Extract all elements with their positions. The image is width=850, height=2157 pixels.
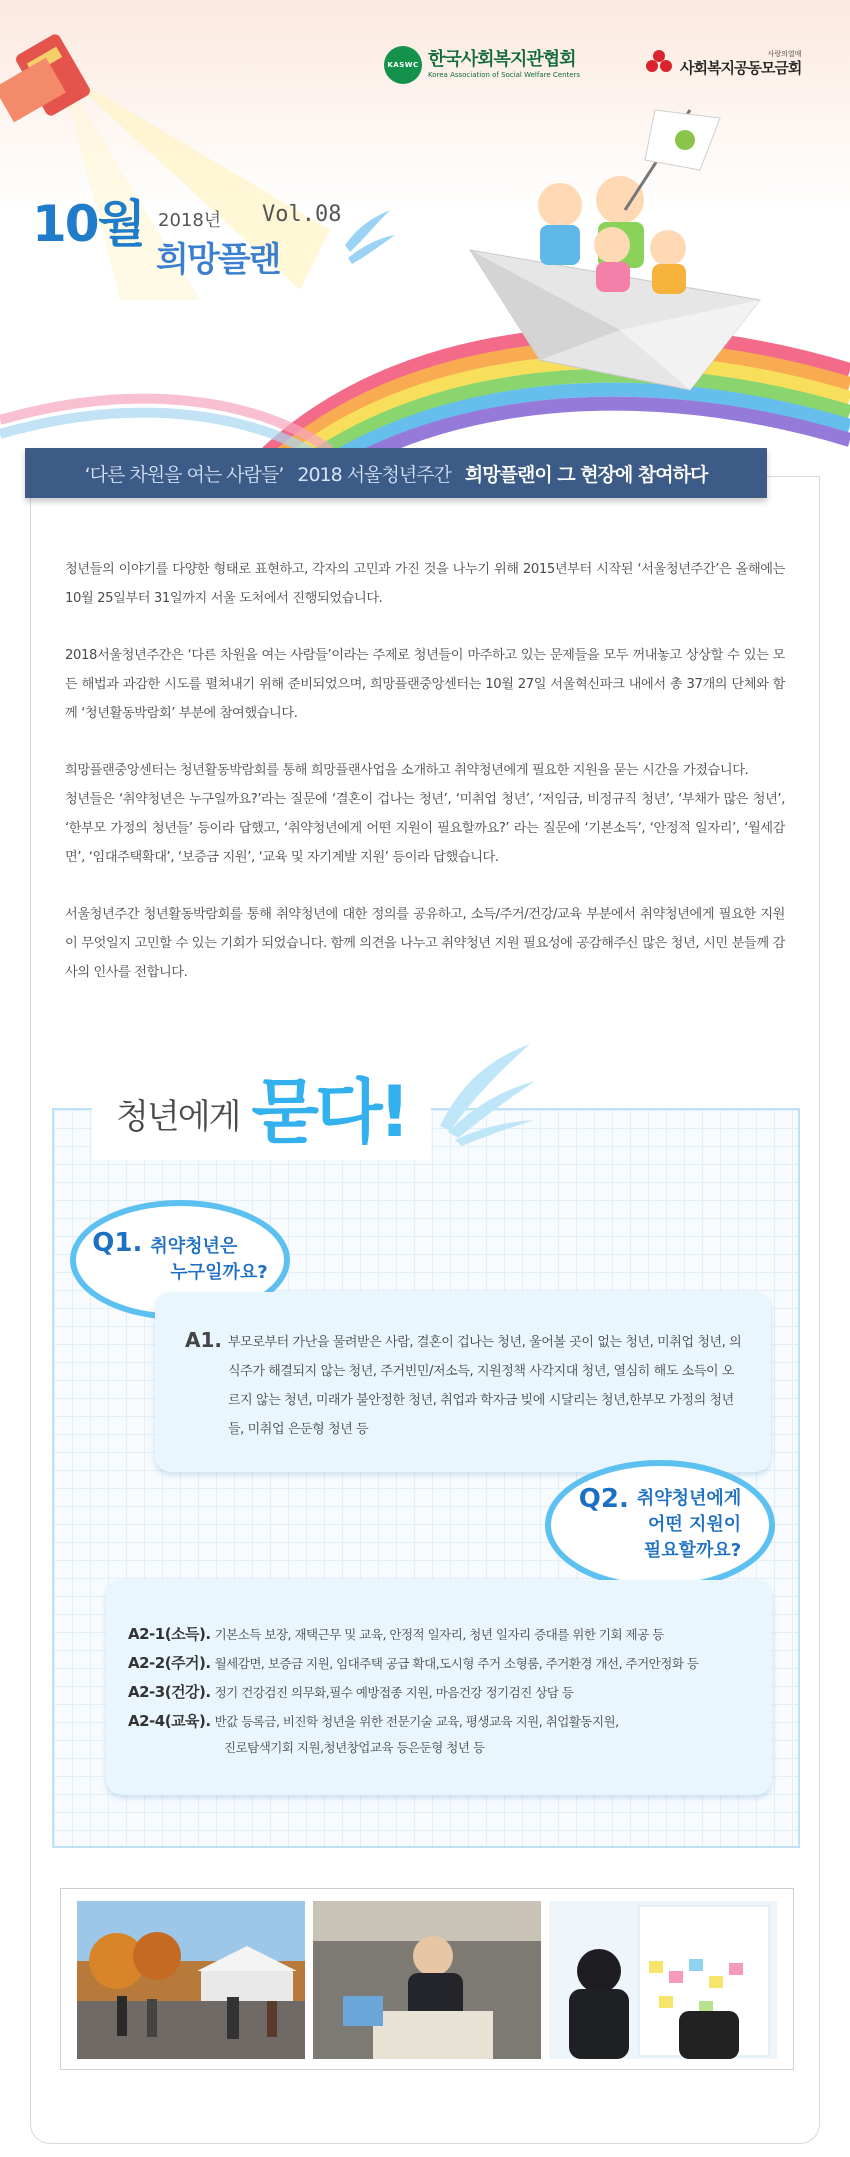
question-2-line-1: 취약청년에게	[636, 1488, 742, 1509]
headline-banner	[25, 448, 767, 498]
title-name: 희망플랜	[156, 240, 280, 280]
qa-title-main: 묻다!	[251, 1071, 407, 1153]
answer-2-item-text: 정기 건강검진 의무화,필수 예방접종 지원, 마음건강 정기검진 상담 등	[214, 1685, 574, 1700]
answer-1-text: 부모로부터 가난을 물려받은 사람, 결혼이 겁나는 청년, 울어볼 곳이 없는 청년, 미취업 청년, 의식주가 해결되지 않는 청년, 주거빈민/저소득, 지원정책 사각지대 청년, 열심히 해도 소득이 오르지 않는 청년, 미래가 불안정한 청년, 취업과 학자금 빚에 시달리는 청년,한부모 가정의 청년들, 미취업 은둔형 청년 등	[228, 1335, 742, 1437]
answer-2-item-text: 기본소득 보장, 재택근무 및 교육, 안정적 일자리, 청년 일자리 증대를 위한 기회 제공 등	[214, 1627, 664, 1642]
photo-board-sticky-notes	[549, 1901, 777, 2059]
question-1-line-1: 취약청년은	[150, 1236, 238, 1257]
banner-event: 2018 서울청년주간	[297, 463, 451, 486]
title-wing-icon	[345, 210, 395, 264]
answer-1-card	[155, 1292, 771, 1472]
answer-2-item-text: 반값 등록금, 비진학 청년을 위한 전문기술 교육, 평생교육 지원, 취업활동지원,	[214, 1714, 619, 1729]
photo-booth-writing-icon	[313, 1901, 541, 2059]
photo-board-sticky-notes-icon	[549, 1901, 777, 2059]
article-body	[65, 555, 785, 1015]
qa-title	[92, 1050, 431, 1160]
answer-2-card	[106, 1580, 772, 1795]
answer-2-item-label: A2-4(교육).	[128, 1712, 211, 1730]
header-visual	[0, 0, 850, 470]
kasw-mark-icon: KASWC	[384, 46, 422, 84]
photo-fair-tents	[77, 1901, 305, 2059]
answer-2-item-label: A2-3(건강).	[128, 1683, 211, 1701]
answer-2-item-continued: 진로탐색기회 지원,청년창업교육 등은둔형 청년 등	[224, 1740, 485, 1755]
qa-wing-icon	[430, 1036, 540, 1146]
question-2-line-2: 어떤 지원이	[647, 1514, 742, 1535]
kasw-logo-en: Korea Association of Social Welfare Centers	[428, 71, 581, 79]
chest-logo-tag: 사랑의열매	[767, 50, 802, 58]
article-paragraph: 청년들의 이야기를 다양한 형태로 표현하고, 각자의 고민과 가진 것을 나누기 위해 2015년부터 시작된 ‘서울청년주간’은 올해에는 10월 25일부터 31일까지 서울 도처에서 진행되었습니다.	[65, 562, 785, 606]
answer-2-item	[128, 1620, 758, 1649]
chest-logo-name: 사회복지공동모금회	[680, 59, 802, 77]
question-2-line-3: 필요할까요?	[643, 1540, 742, 1561]
banner-theme: ‘다른 차원을 여는 사람들’	[84, 463, 284, 486]
question-2-bubble	[545, 1460, 775, 1590]
kasw-logo-name: 한국사회복지관협회	[428, 49, 576, 70]
question-2-number: Q2.	[578, 1484, 629, 1514]
answer-1-label: A1.	[185, 1328, 222, 1352]
title-year: 2018년	[158, 210, 222, 231]
chest-logo[interactable]	[644, 48, 801, 78]
answer-2-list	[128, 1620, 758, 1760]
answer-2-item	[128, 1649, 758, 1678]
question-1-number: Q1.	[92, 1228, 143, 1258]
qa-title-lead: 청년에게	[116, 1097, 240, 1137]
question-1-line-2: 누구일까요?	[170, 1262, 268, 1283]
answer-2-item-text: 월세감면, 보증금 지원, 임대주택 공급 확대,도시형 주거 소형룸, 주거환경 개선, 주거안정화 등	[214, 1656, 699, 1671]
answer-2-item-label: A2-1(소득).	[128, 1625, 211, 1643]
photo-booth-writing	[313, 1901, 541, 2059]
photo-strip	[60, 1888, 794, 2070]
title-volume: Vol.08	[262, 202, 342, 227]
title-month: 10월	[32, 195, 144, 253]
kasw-logo[interactable]	[384, 46, 580, 84]
answer-2-item-label: A2-2(주거).	[128, 1654, 211, 1672]
article-paragraph: 2018서울청년주간은 ‘다른 차원을 여는 사람들’이라는 주제로 청년들이 마주하고 있는 문제들을 모두 꺼내놓고 상상할 수 있는 모든 해법과 과감한 시도를 펼쳐내기 위해 준비되었으며, 희망플랜중앙센터는 10월 27일 서울혁신파크 내에서 총 37개의 단체와 함께 ‘청년활동박람회’ 부분에 참여했습니다.	[65, 648, 785, 721]
photo-fair-tents-icon	[77, 1901, 305, 2059]
article-paragraph: 서울청년주간 청년활동박람회를 통해 취약청년에 대한 정의를 공유하고, 소득/주거/건강/교육 부분에서 취약청년에게 필요한 지원이 무엇일지 고민할 수 있는 기회가 되었습니다. 함께 의견을 나누고 취약청년 지원 필요성에 공감해주신 많은 청년, 시민 분들께 감사의 인사를 전합니다.	[65, 907, 785, 980]
fruit-logo-icon	[644, 48, 674, 78]
article-paragraph: 희망플랜중앙센터는 청년활동박람회를 통해 희망플랜사업을 소개하고 취약청년에게 필요한 지원을 묻는 시간을 가졌습니다. 청년들은 ‘취약청년은 누구일까요?’라는 질문에 ‘결혼이 겁나는 청년’, ‘미취업 청년’, ‘저임금, 비정규직 청년’, ‘부채가 많은 청년’, ‘한부모 가정의 청년들’ 등이라 답했고, ‘취약청년에게 어떤 지원이 필요할까요?’ 라는 질문에 ‘기본소득’, ‘안정적 일자리’, ‘월세감면’, ‘임대주택확대’, ‘보증금 지원’, ‘교육 및 자기계발 지원’ 등이라 답했습니다.	[65, 763, 785, 865]
answer-2-item	[128, 1678, 758, 1707]
answer-2-item	[128, 1707, 758, 1736]
newsletter-title	[32, 195, 342, 280]
banner-headline: 희망플랜이 그 현장에 참여하다	[464, 463, 708, 486]
